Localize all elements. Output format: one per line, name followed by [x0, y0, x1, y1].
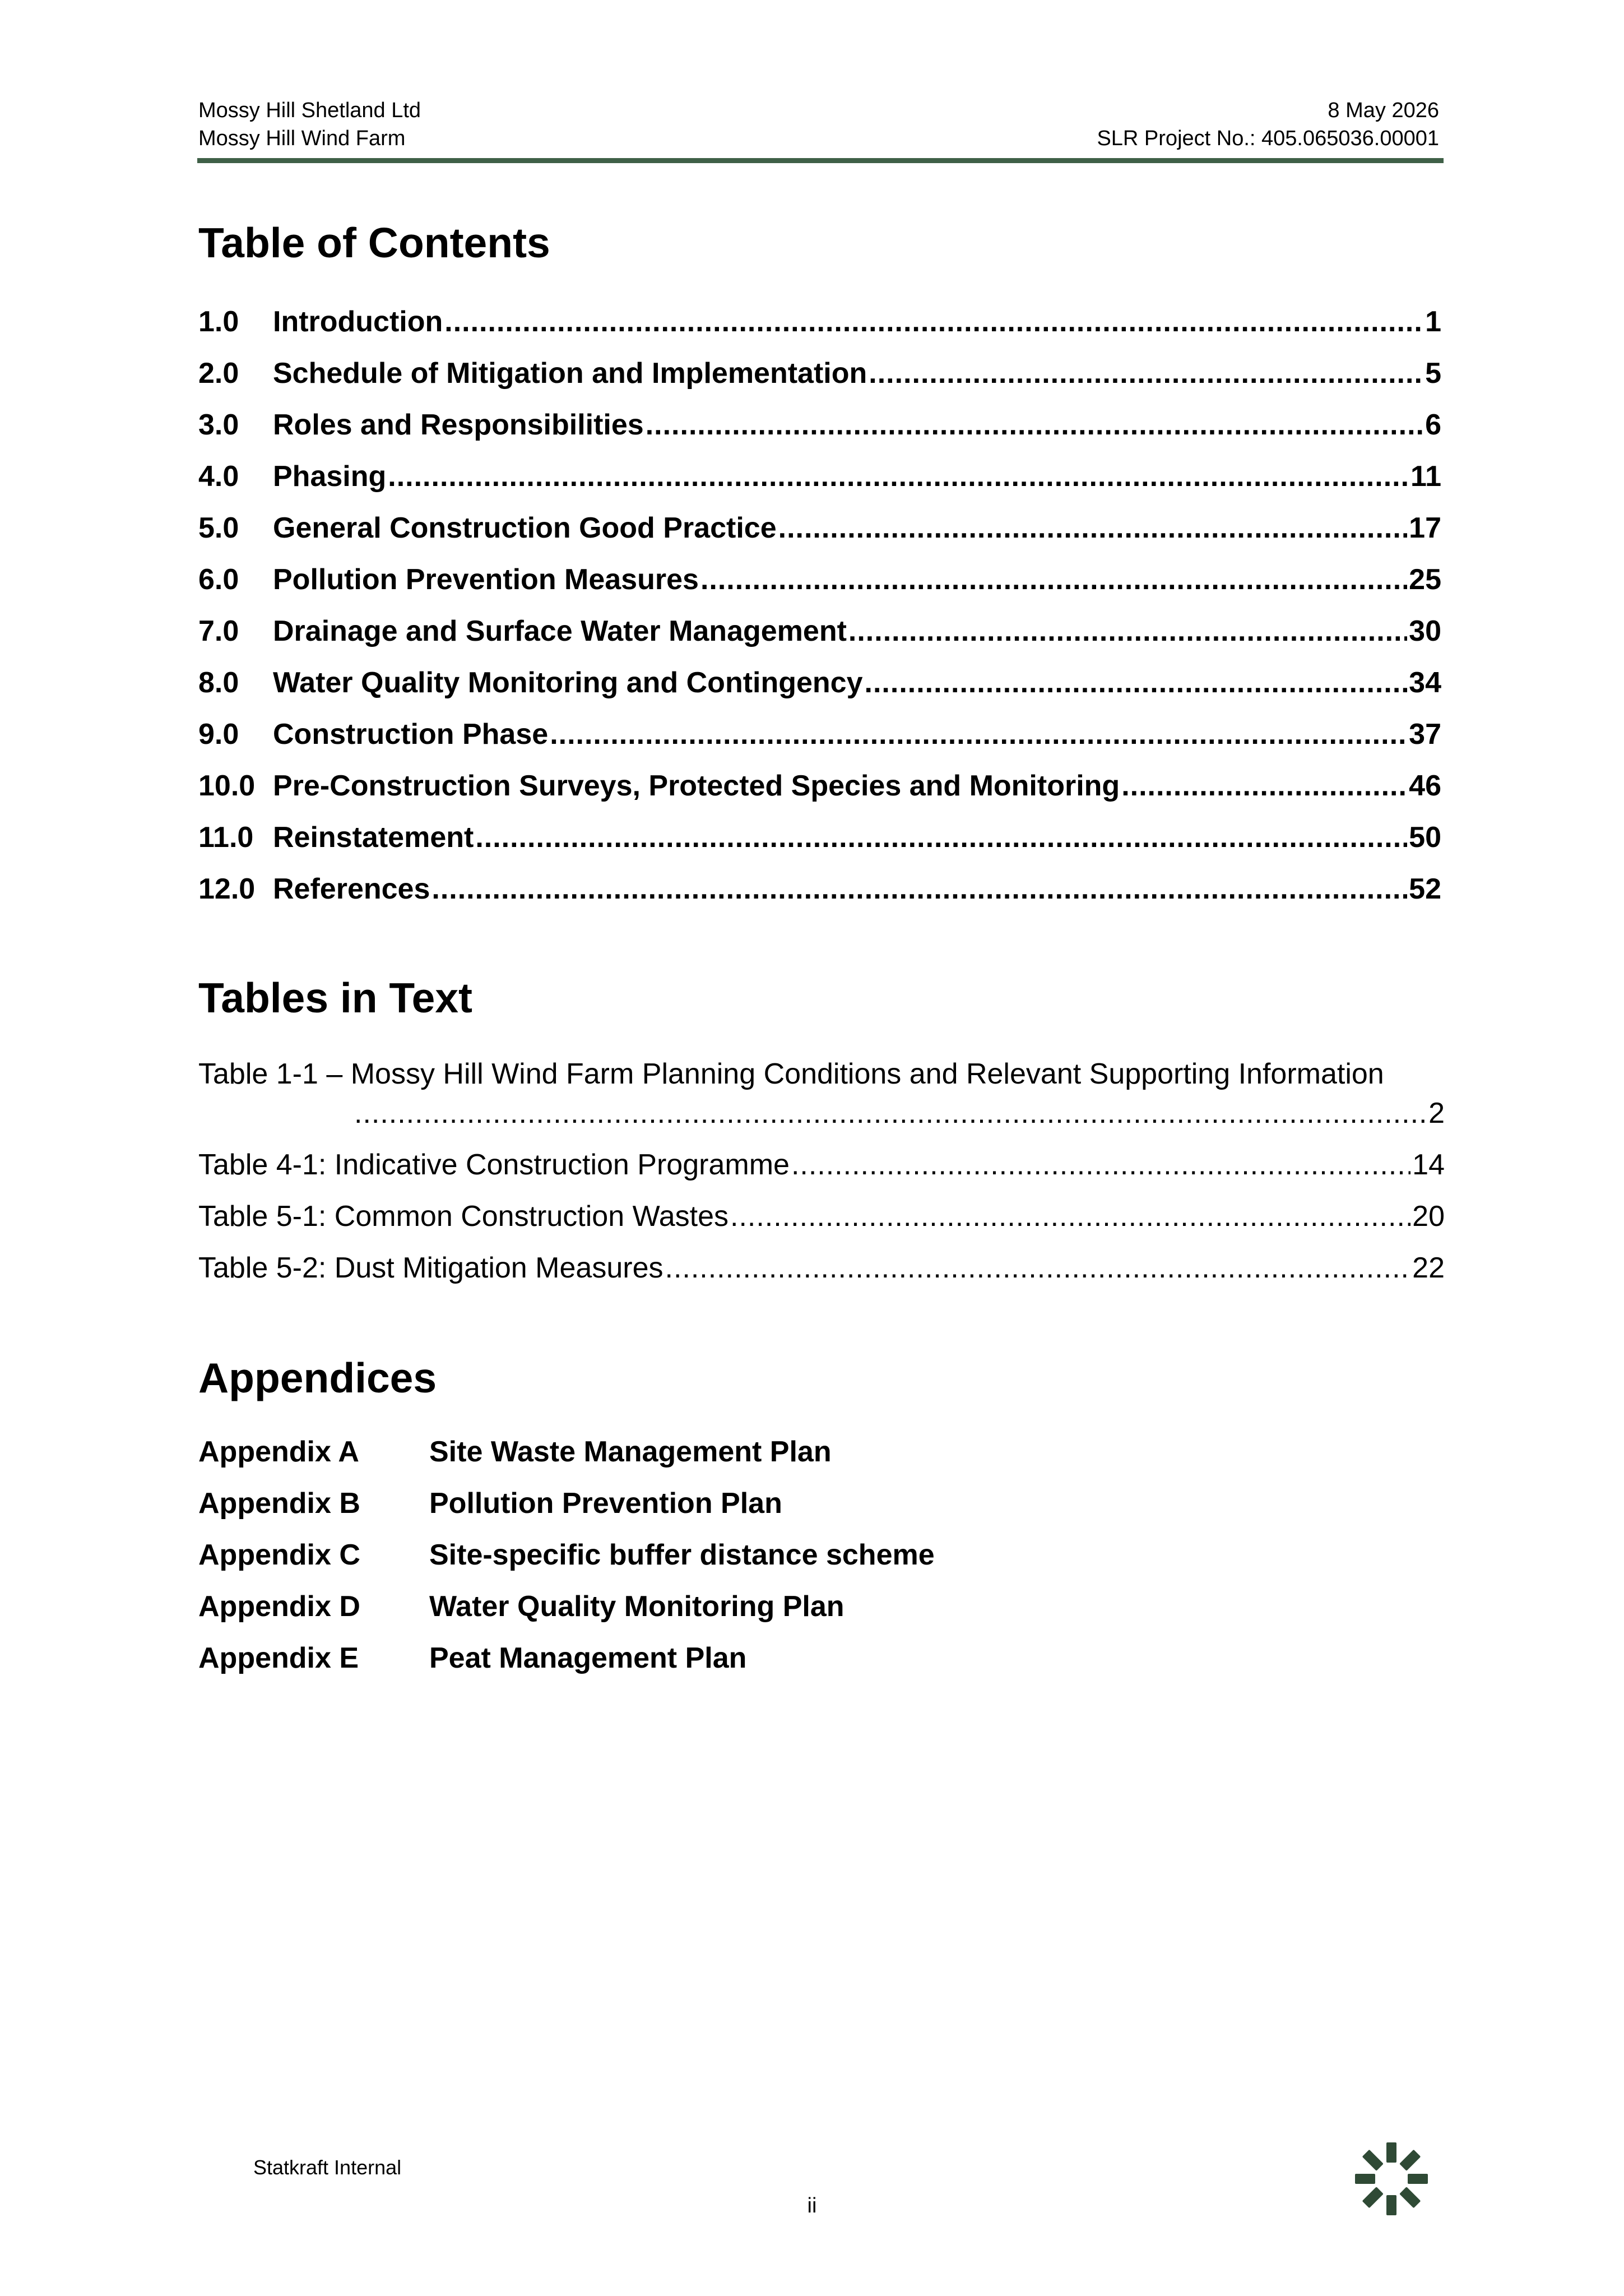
toc-entry-title: Pollution Prevention Measures — [273, 563, 699, 596]
toc-entry-number: 11.0 — [198, 821, 254, 854]
toc-entry[interactable] — [198, 408, 1441, 460]
dot-leader — [388, 460, 1409, 493]
dot-leader — [791, 1148, 1410, 1182]
dot-leader — [354, 1096, 1427, 1130]
toc-entry[interactable] — [198, 614, 1441, 666]
table-entry-title: Table 4-1: Indicative Construction Programme — [198, 1149, 790, 1181]
table-entry[interactable] — [198, 1200, 1445, 1251]
toc-entry-title: Reinstatement — [273, 821, 474, 854]
appendix-entry[interactable] — [198, 1435, 935, 1487]
appendix-title: Water Quality Monitoring Plan — [429, 1590, 845, 1623]
toc-entry[interactable] — [198, 769, 1441, 821]
appendix-title: Peat Management Plan — [429, 1642, 747, 1674]
appendix-label: Appendix D — [198, 1590, 360, 1623]
dot-leader — [848, 614, 1407, 648]
dot-leader — [730, 1200, 1410, 1233]
table-entry[interactable] — [198, 1148, 1445, 1200]
dot-leader — [865, 666, 1408, 700]
toc-entry-page: 11 — [1410, 460, 1441, 493]
toc-entry-page: 46 — [1409, 770, 1441, 802]
toc-entry-number: 5.0 — [198, 512, 239, 544]
page-header — [198, 96, 1439, 152]
table-entry-page: 22 — [1412, 1252, 1445, 1284]
toc-entry-title: Water Quality Monitoring and Contingency — [273, 666, 863, 699]
toc-entry-number: 4.0 — [198, 460, 239, 493]
toc-entry-title: General Construction Good Practice — [273, 512, 777, 544]
dot-leader — [475, 821, 1407, 854]
appendix-label: Appendix A — [198, 1436, 359, 1468]
header-rule — [197, 158, 1444, 163]
dot-leader — [700, 563, 1407, 596]
appendix-label: Appendix E — [198, 1642, 359, 1674]
appendix-title: Pollution Prevention Plan — [429, 1487, 782, 1520]
toc-list — [198, 305, 1441, 924]
table-entry-page: 14 — [1412, 1149, 1445, 1181]
appendix-entry[interactable] — [198, 1487, 935, 1538]
toc-entry-title: Roles and Responsibilities — [273, 409, 644, 441]
toc-entry-number: 7.0 — [198, 615, 239, 647]
toc-entry-page: 37 — [1409, 718, 1441, 751]
toc-entry-page: 5 — [1425, 357, 1441, 390]
dot-leader — [646, 408, 1423, 442]
toc-entry-title: Drainage and Surface Water Management — [273, 615, 847, 647]
appendix-entry[interactable] — [198, 1538, 935, 1590]
header-date: 8 May 2026 — [1328, 99, 1439, 122]
header-project-number: SLR Project No.: 405.065036.00001 — [1097, 127, 1439, 150]
toc-entry-page: 30 — [1409, 615, 1441, 647]
table-entry[interactable] — [198, 1057, 1445, 1148]
appendices-heading: Appendices — [198, 1354, 437, 1401]
toc-entry-title: Pre-Construction Surveys, Protected Species and Monitoring — [273, 770, 1120, 802]
dot-leader — [431, 872, 1407, 906]
appendix-label: Appendix B — [198, 1487, 360, 1520]
toc-entry[interactable] — [198, 305, 1441, 357]
toc-entry[interactable] — [198, 357, 1441, 408]
toc-entry-page: 34 — [1409, 666, 1441, 699]
toc-entry-number: 9.0 — [198, 718, 239, 751]
toc-entry-number: 10.0 — [198, 770, 256, 802]
toc-entry[interactable] — [198, 666, 1441, 718]
toc-entry-page: 25 — [1409, 563, 1441, 596]
appendix-label: Appendix C — [198, 1539, 360, 1571]
toc-entry-title: Schedule of Mitigation and Implementation — [273, 357, 867, 390]
toc-entry[interactable] — [198, 718, 1441, 769]
tables-in-text-heading: Tables in Text — [198, 974, 473, 1021]
appendix-entry[interactable] — [198, 1590, 935, 1641]
statkraft-logo-icon — [1349, 2137, 1433, 2221]
toc-entry-number: 12.0 — [198, 873, 256, 905]
table-entry-page: 20 — [1412, 1200, 1445, 1233]
footer-classification: Statkraft Internal — [253, 2156, 402, 2179]
toc-entry-title: Phasing — [273, 460, 387, 493]
page-number: ii — [807, 2194, 817, 2218]
toc-entry-number: 2.0 — [198, 357, 239, 390]
dot-leader — [665, 1251, 1411, 1285]
dot-leader — [869, 357, 1423, 390]
toc-entry-page: 52 — [1409, 873, 1441, 905]
toc-entry[interactable] — [198, 511, 1441, 563]
dot-leader — [1121, 769, 1407, 803]
header-company: Mossy Hill Shetland Ltd — [198, 99, 421, 122]
toc-entry[interactable] — [198, 821, 1441, 872]
table-entry-title: Table 5-2: Dust Mitigation Measures — [198, 1252, 663, 1284]
table-entry-page: 2 — [1428, 1097, 1445, 1130]
table-entry[interactable] — [198, 1251, 1445, 1303]
table-entry-leader-line — [198, 1096, 1445, 1148]
appendices-list — [198, 1435, 935, 1693]
toc-entry-title: Introduction — [273, 305, 443, 338]
appendix-title: Site Waste Management Plan — [429, 1436, 832, 1468]
toc-entry-page: 6 — [1425, 409, 1441, 441]
table-entry-title: Table 5-1: Common Construction Wastes — [198, 1200, 729, 1233]
dot-leader — [778, 511, 1408, 545]
toc-entry-page: 17 — [1409, 512, 1441, 544]
table-entry-title: Table 1-1 – Mossy Hill Wind Farm Planning Conditions and Relevant Supporting Information — [198, 1058, 1384, 1090]
toc-entry-page: 1 — [1425, 305, 1441, 338]
toc-entry-title: References — [273, 873, 430, 905]
header-project: Mossy Hill Wind Farm — [198, 127, 406, 150]
toc-entry-number: 3.0 — [198, 409, 239, 441]
appendix-title: Site-specific buffer distance scheme — [429, 1539, 935, 1571]
toc-entry-title: Construction Phase — [273, 718, 549, 751]
toc-entry-number: 6.0 — [198, 563, 239, 596]
toc-entry-page: 50 — [1409, 821, 1441, 854]
toc-entry[interactable] — [198, 872, 1441, 924]
toc-heading: Table of Contents — [198, 219, 550, 266]
tables-in-text-list — [198, 1057, 1445, 1303]
toc-entry[interactable] — [198, 460, 1441, 511]
dot-leader — [444, 305, 1423, 339]
toc-entry-number: 8.0 — [198, 666, 239, 699]
appendix-entry[interactable] — [198, 1641, 935, 1693]
toc-entry[interactable] — [198, 563, 1441, 614]
dot-leader — [550, 718, 1407, 751]
toc-entry-number: 1.0 — [198, 305, 239, 338]
